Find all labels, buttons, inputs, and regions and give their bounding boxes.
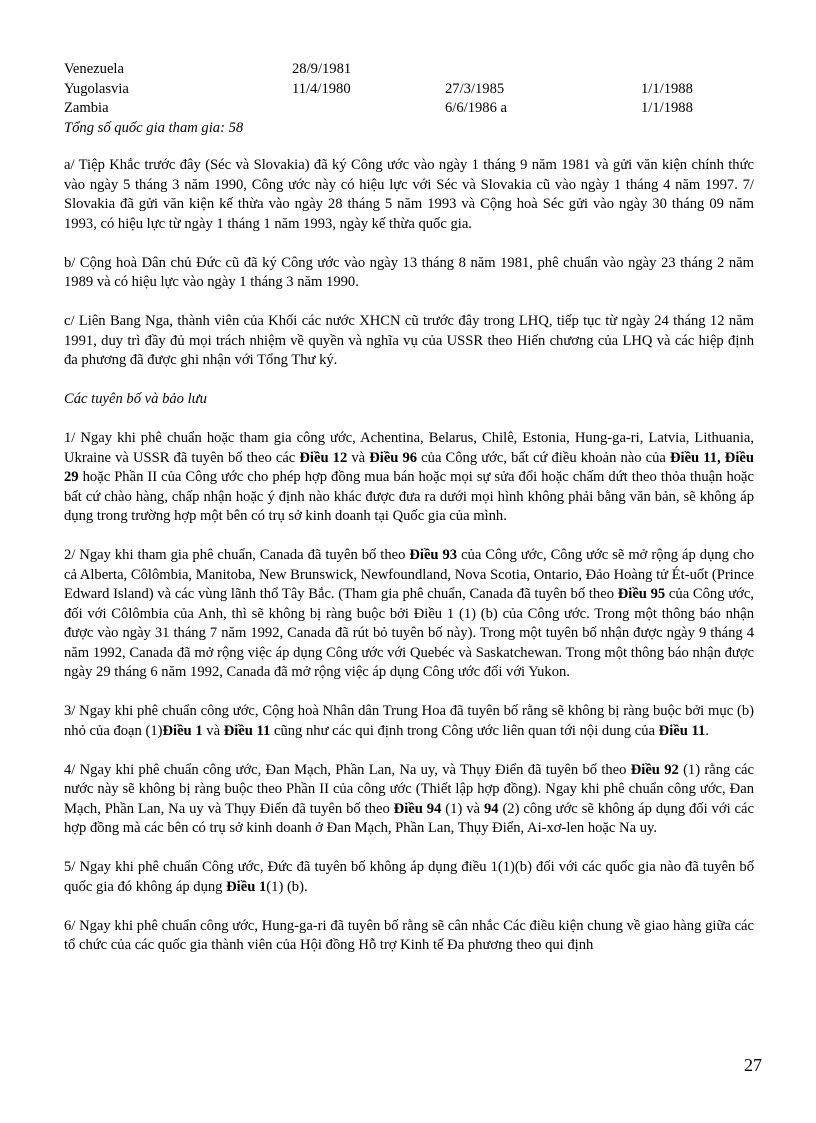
- article-reference: Điều 11: [658, 722, 706, 739]
- total-participants: [64, 119, 754, 139]
- declaration-text: 2/ Ngay khi tham gia phê chuẩn, Canada đã tuyên bố theo: [64, 547, 410, 563]
- ratification-date-cell: 6/6/1986 a: [445, 100, 508, 116]
- article-reference: Điều 1: [226, 878, 267, 895]
- article-reference: Điều 95: [617, 586, 666, 602]
- declaration-4: [64, 761, 754, 839]
- declaration-text: 6/ Ngay khi phê chuẩn công ước, Hung-ga-ri đã tuyên bố rằng sẽ cân nhắc Các điều kiện chung về giao hàng giữa các tổ chức của các quốc gia thành viên của Hội đồng Hỗ trợ Kinh tế Đa phương theo qui định: [64, 917, 754, 953]
- declaration-text: 5/ Ngay khi phê chuẩn Công ước, Đức đã tuyên bố không áp dụng điều 1(1)(b) đối với các quốc gia nào đã tuyên bố quốc gia đó không áp dụng: [64, 859, 754, 895]
- note-c: c/ Liên Bang Nga, thành viên của Khối các nước XHCN cũ trước đây trong LHQ, tiếp tục từ ngày 24 tháng 12 năm 1991, duy trì đầy đủ mọi trách nhiệm về quyền và nghĩa vụ của USSR theo Hiến chương của LHQ và các hiệp định đa phương đã được ghi nhận với Tổng Thư ký.: [64, 313, 754, 368]
- declaration-1: [64, 429, 754, 527]
- article-reference: Điều 11: [223, 722, 271, 739]
- declaration-text: 1/ Ngay khi phê chuẩn hoặc tham gia công ước, Achentina, Belarus, Chilê, Estonia, Hung-ga-ri, Latvia, Lithuania, Ukraine và USSR đã tuyên bố theo các: [64, 430, 754, 466]
- declaration-text: hoặc Phần II của Công ước cho phép hợp đồng mua bán hoặc mọi sự sửa đổi hoặc chấm dứt theo thỏa thuận hoặc bất cứ chào hàng, chấp nhận hoặc ý định nào khác được đưa ra dưới mọi hình không phải bằng văn bản, sẽ không áp dụng trong trường hợp một bên có trụ sở kinh doanh tại Quốc gia của mình.: [64, 469, 754, 524]
- signature-date-cell: 11/4/1980: [292, 80, 351, 97]
- article-reference: Điều 94: [393, 800, 442, 817]
- declaration-text: (1) và: [441, 800, 484, 817]
- table-row: [64, 60, 754, 80]
- table-row: [64, 99, 754, 119]
- declaration-text: 4/ Ngay khi phê chuẩn công ước, Đan Mạch, Phần Lan, Na uy, và Thụy Điển đã tuyên bố theo: [64, 761, 631, 778]
- declaration-5: [64, 858, 754, 897]
- declaration-text: 3/ Ngay khi phê chuẩn công ước, Cộng hoà Nhân dân Trung Hoa đã tuyên bố rằng sẽ không bị ràng buộc bởi mục (b) nhỏ của đoạn (1): [64, 703, 754, 739]
- article-reference: Điều 12: [299, 449, 348, 466]
- page-number: 27: [744, 1055, 762, 1075]
- total-participants-text: Tổng số quốc gia tham gia: 58: [64, 119, 244, 136]
- entry-into-force-cell: 1/1/1988: [641, 100, 693, 116]
- note-b: b/ Cộng hoà Dân chủ Đức cũ đã ký Công ước vào ngày 13 tháng 8 năm 1981, phê chuẩn vào ngày 23 tháng 2 năm 1989 và có hiệu lực vào ngày 1 tháng 3 năm 1990.: [64, 254, 754, 290]
- article-reference: Điều 1: [162, 722, 203, 739]
- country-cell: Zambia: [64, 100, 109, 116]
- section-heading: Các tuyên bố và bảo lưu: [64, 391, 207, 407]
- page-content: [64, 60, 754, 975]
- article-reference: Điều 96: [369, 449, 418, 466]
- article-reference: Điều 93: [409, 547, 458, 563]
- article-reference: Điều 11, Điều 29: [64, 449, 754, 485]
- note-a: a/ Tiệp Khắc trước đây (Séc và Slovakia) đã ký Công ước vào ngày 1 tháng 9 năm 1981 và gửi văn kiện chính thức vào ngày 5 tháng 3 năm 1990, Công ước này có hiệu lực với Séc và Slovakia cũ vào ngày 1 tháng 4 năm 1997. 7/ Slovakia đã gửi văn kiện kế thừa vào ngày 28 tháng 5 năm 1993 và Cộng hoà Séc gửi vào ngày 30 tháng 09 năm 1993, có hiệu lực từ ngày 1 tháng 1 năm 1993, ngày kế thừa quốc gia.: [64, 157, 754, 232]
- ratification-date-cell: 27/3/1985: [445, 80, 505, 97]
- declaration-text: của Công ước, Công ước sẽ mở rộng áp dụng cho cả Alberta, Côlômbia, Manitoba, New Brunswick, Newfoundland, Nova Scotia, Ontario, Đảo Hoàng tử Ét-uốt (Prince Edward Island) và các vùng lãnh thổ Tây Bắc. (Tham gia phê chuẩn, Canada đã tuyên bố theo: [64, 547, 755, 602]
- signature-date-cell: 28/9/1981: [292, 61, 352, 77]
- declaration-text: (1) (b).: [266, 878, 308, 895]
- entry-into-force-cell: 1/1/1988: [641, 80, 693, 97]
- declaration-text: .: [705, 722, 709, 739]
- declaration-6: [64, 917, 754, 956]
- article-reference: Điều 92: [630, 761, 679, 778]
- declaration-3: [64, 702, 754, 741]
- country-cell: Yugolasvia: [64, 80, 129, 97]
- declaration-text: (2) công ước sẽ không áp dụng đối với các hợp đồng mà các bên có trụ sở kinh doanh ở Đan Mạch, Phần Lan, Thụy Điển, Ai-xơ-len hoặc Na uy.: [64, 800, 754, 836]
- declaration-text: và: [347, 449, 370, 466]
- table-row: [64, 80, 754, 100]
- declaration-2: [64, 546, 754, 683]
- declaration-text: cũng như các qui định trong Công ước liên quan tới nội dung của: [270, 722, 659, 739]
- country-cell: Venezuela: [64, 61, 124, 77]
- declaration-text: của Công ước, bất cứ điều khoản nào của: [417, 449, 670, 466]
- article-reference: 94: [483, 800, 499, 817]
- declaration-text: (1) rằng các nước này sẽ không bị ràng buộc theo Phần II của công ước (Thiết lập hợp đồng). Ngay khi phê chuẩn công ước, Đan Mạch, Phần Lan, Na uy và Thụy Điển đã tuyên bố theo: [64, 761, 754, 817]
- declaration-text: và: [202, 722, 224, 739]
- declaration-text: của Công ước, đối với Côlômbia của Anh, thì sẽ không bị ràng buộc bởi Điều 1 (1) (b) của Công ước. Trong một thông báo nhận được vào ngày 31 tháng 7 năm 1992, Canada đã rút bỏ tuyên bố này). Trong một tuyên bố nhận được ngày 9 tháng 4 năm 1992, Canada đã mở rộng việc áp dụng Công ước với Quebéc và Saskatchewan. Trong một thông báo nhận được ngày 29 tháng 6 năm 1992, Canada đã mở rộng việc áp dụng Công ước đối với Yukon.: [64, 586, 754, 680]
